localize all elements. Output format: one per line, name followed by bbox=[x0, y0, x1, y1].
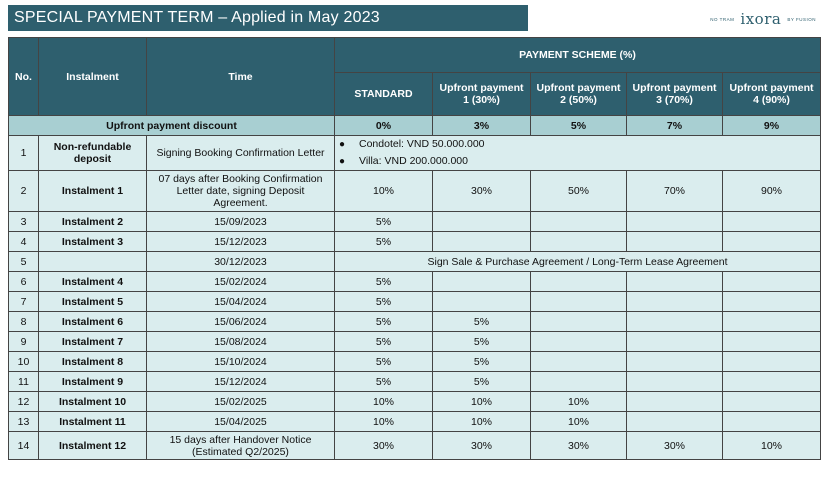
row-instalment: Instalment 3 bbox=[39, 232, 147, 252]
row-time: Signing Booking Confirmation Letter bbox=[147, 136, 335, 171]
row-value: 5% bbox=[335, 292, 433, 312]
row-time: 15/09/2023 bbox=[147, 212, 335, 232]
row-no: 11 bbox=[9, 372, 39, 392]
header-standard: STANDARD bbox=[335, 73, 433, 116]
row-time: 15/02/2025 bbox=[147, 392, 335, 412]
row-value bbox=[627, 212, 723, 232]
discount-value: 9% bbox=[723, 116, 821, 136]
row-time: 15/04/2025 bbox=[147, 412, 335, 432]
row-value: 70% bbox=[627, 171, 723, 212]
row-value: 5% bbox=[335, 232, 433, 252]
deposit-item-text: Villa: VND 200.000.000 bbox=[359, 155, 468, 167]
table-row bbox=[9, 136, 821, 171]
row-value: 5% bbox=[335, 372, 433, 392]
row-no: 8 bbox=[9, 312, 39, 332]
header-upfront-2: Upfront payment 2 (50%) bbox=[531, 73, 627, 116]
row-value: 5% bbox=[433, 352, 531, 372]
row-value bbox=[627, 352, 723, 372]
row-instalment: Instalment 11 bbox=[39, 412, 147, 432]
row-value: 50% bbox=[531, 171, 627, 212]
discount-value: 3% bbox=[433, 116, 531, 136]
table-row bbox=[9, 412, 821, 432]
table-row bbox=[9, 432, 821, 460]
row-value bbox=[723, 272, 821, 292]
row-instalment: Instalment 10 bbox=[39, 392, 147, 412]
row-value: 10% bbox=[531, 412, 627, 432]
deposit-amounts bbox=[335, 136, 821, 171]
logo-brand: ixora bbox=[740, 10, 782, 28]
row-value: 10% bbox=[335, 412, 433, 432]
header-upfront-3: Upfront payment 3 (70%) bbox=[627, 73, 723, 116]
discount-label: Upfront payment discount bbox=[9, 116, 335, 136]
header-time: Time bbox=[147, 38, 335, 116]
brand-logo bbox=[710, 10, 816, 28]
header-instalment: Instalment bbox=[39, 38, 147, 116]
deposit-item bbox=[339, 136, 817, 153]
discount-value: 5% bbox=[531, 116, 627, 136]
bullet-icon: ● bbox=[339, 139, 346, 150]
row-time: 15/08/2024 bbox=[147, 332, 335, 352]
row-value: 5% bbox=[335, 272, 433, 292]
table-row bbox=[9, 171, 821, 212]
row-instalment bbox=[39, 252, 147, 272]
row-value bbox=[531, 232, 627, 252]
row-value: 10% bbox=[433, 392, 531, 412]
table-row bbox=[9, 252, 821, 272]
logo-prefix: NO TRAM bbox=[710, 16, 735, 22]
table-row bbox=[9, 372, 821, 392]
row-no: 5 bbox=[9, 252, 39, 272]
row-value: 5% bbox=[335, 212, 433, 232]
row-instalment: Instalment 4 bbox=[39, 272, 147, 292]
row-time: 15/10/2024 bbox=[147, 352, 335, 372]
row-value bbox=[627, 372, 723, 392]
discount-value: 0% bbox=[335, 116, 433, 136]
row-value bbox=[531, 332, 627, 352]
row-instalment: Instalment 8 bbox=[39, 352, 147, 372]
row-no: 4 bbox=[9, 232, 39, 252]
row-time: 15/12/2023 bbox=[147, 232, 335, 252]
header-upfront-1: Upfront payment 1 (30%) bbox=[433, 73, 531, 116]
row-value bbox=[627, 272, 723, 292]
row-value bbox=[433, 232, 531, 252]
row-value bbox=[531, 292, 627, 312]
row-instalment: Instalment 6 bbox=[39, 312, 147, 332]
row-instalment: Instalment 9 bbox=[39, 372, 147, 392]
row-value bbox=[723, 412, 821, 432]
row-no: 14 bbox=[9, 432, 39, 460]
table-row bbox=[9, 232, 821, 252]
row-value: 30% bbox=[627, 432, 723, 460]
row-no: 7 bbox=[9, 292, 39, 312]
row-time: 15/02/2024 bbox=[147, 272, 335, 292]
row-value bbox=[627, 232, 723, 252]
logo-suffix: BY FUSION bbox=[787, 16, 816, 22]
row-value: 5% bbox=[335, 332, 433, 352]
row-value bbox=[433, 272, 531, 292]
row-value: 10% bbox=[335, 171, 433, 212]
page-title: SPECIAL PAYMENT TERM – Applied in May 2023 bbox=[8, 5, 528, 31]
row-no: 3 bbox=[9, 212, 39, 232]
row-value: 90% bbox=[723, 171, 821, 212]
row-value: 30% bbox=[531, 432, 627, 460]
row-value bbox=[627, 292, 723, 312]
row-value bbox=[627, 392, 723, 412]
row-time: 15/04/2024 bbox=[147, 292, 335, 312]
row-value bbox=[531, 212, 627, 232]
discount-value: 7% bbox=[627, 116, 723, 136]
row-instalment: Instalment 1 bbox=[39, 171, 147, 212]
row-value bbox=[723, 372, 821, 392]
bullet-icon: ● bbox=[339, 156, 346, 167]
row-time: 30/12/2023 bbox=[147, 252, 335, 272]
row-value: 10% bbox=[335, 392, 433, 412]
row-instalment: Instalment 2 bbox=[39, 212, 147, 232]
row-value: 10% bbox=[723, 432, 821, 460]
table-row bbox=[9, 392, 821, 412]
row-value: 30% bbox=[433, 171, 531, 212]
table-row bbox=[9, 332, 821, 352]
row-no: 12 bbox=[9, 392, 39, 412]
row-value bbox=[627, 312, 723, 332]
row-time: 15/12/2024 bbox=[147, 372, 335, 392]
row-value: 10% bbox=[531, 392, 627, 412]
deposit-item bbox=[339, 153, 817, 170]
header-payment-scheme: PAYMENT SCHEME (%) bbox=[335, 38, 821, 73]
row-time: 15 days after Handover Notice (Estimated Q2/2025) bbox=[147, 432, 335, 460]
row-instalment: Instalment 7 bbox=[39, 332, 147, 352]
row-value bbox=[531, 312, 627, 332]
row-value bbox=[723, 212, 821, 232]
row-no: 2 bbox=[9, 171, 39, 212]
header-upfront-4: Upfront payment 4 (90%) bbox=[723, 73, 821, 116]
row-instalment: Instalment 5 bbox=[39, 292, 147, 312]
row-value bbox=[531, 372, 627, 392]
row-instalment: Non-refundable deposit bbox=[39, 136, 147, 171]
row-value bbox=[723, 232, 821, 252]
deposit-item-text: Condotel: VND 50.000.000 bbox=[359, 138, 485, 150]
row-time: 07 days after Booking Confirmation Letter date, signing Deposit Agreement. bbox=[147, 171, 335, 212]
row-value: 5% bbox=[335, 352, 433, 372]
row-time: 15/06/2024 bbox=[147, 312, 335, 332]
discount-row bbox=[9, 116, 821, 136]
row-value bbox=[723, 392, 821, 412]
row-value bbox=[531, 272, 627, 292]
row-value bbox=[627, 412, 723, 432]
row-instalment: Instalment 12 bbox=[39, 432, 147, 460]
row-value: 5% bbox=[433, 332, 531, 352]
row-value: 5% bbox=[433, 312, 531, 332]
table-row bbox=[9, 312, 821, 332]
table-row bbox=[9, 272, 821, 292]
row-no: 13 bbox=[9, 412, 39, 432]
row-value bbox=[723, 332, 821, 352]
table-row bbox=[9, 212, 821, 232]
row-value: 30% bbox=[433, 432, 531, 460]
row-no: 9 bbox=[9, 332, 39, 352]
row-value bbox=[627, 332, 723, 352]
row-value bbox=[723, 292, 821, 312]
row-no: 1 bbox=[9, 136, 39, 171]
table-row bbox=[9, 292, 821, 312]
row-value bbox=[531, 352, 627, 372]
table-row bbox=[9, 352, 821, 372]
header-no: No. bbox=[9, 38, 39, 116]
row-value: 5% bbox=[433, 372, 531, 392]
row-value bbox=[433, 292, 531, 312]
row-no: 6 bbox=[9, 272, 39, 292]
row-value: 5% bbox=[335, 312, 433, 332]
sign-agreement-note: Sign Sale & Purchase Agreement / Long-Term Lease Agreement bbox=[335, 252, 821, 272]
row-value: 10% bbox=[433, 412, 531, 432]
row-value bbox=[723, 352, 821, 372]
row-value bbox=[433, 212, 531, 232]
row-value bbox=[723, 312, 821, 332]
row-value: 30% bbox=[335, 432, 433, 460]
payment-schedule-table bbox=[8, 37, 821, 460]
row-no: 10 bbox=[9, 352, 39, 372]
